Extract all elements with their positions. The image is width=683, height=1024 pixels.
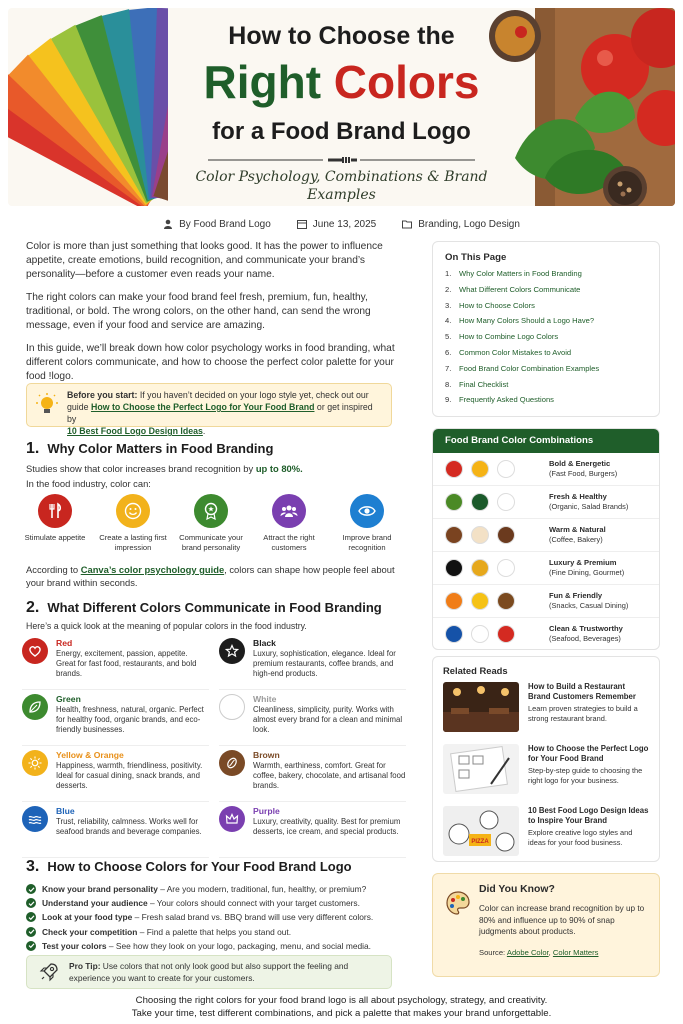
toc-num: 4. bbox=[445, 316, 452, 326]
color-combinations-panel bbox=[432, 428, 660, 650]
color-name: Blue bbox=[56, 806, 75, 816]
step-item bbox=[26, 896, 406, 910]
source-text: , colors can shape how people feel about your brand within seconds. bbox=[26, 564, 395, 588]
combo-row bbox=[433, 519, 659, 552]
post-meta bbox=[0, 216, 683, 232]
combo-sub: (Fast Food, Burgers) bbox=[549, 469, 618, 478]
toc-item[interactable] bbox=[445, 269, 647, 285]
step-text: – See how they look on your logo, packaging, menu, and social media. bbox=[106, 940, 371, 951]
color-meaning-item bbox=[219, 690, 406, 746]
dyk-source bbox=[479, 948, 649, 957]
step-text: – Fresh salad brand vs. BBQ brand will use very different colors. bbox=[132, 912, 374, 923]
section1-source bbox=[26, 563, 406, 589]
color-meaning-item bbox=[219, 802, 406, 858]
section3-number: 3. bbox=[26, 858, 40, 875]
color-name: White bbox=[253, 694, 277, 704]
crown-icon bbox=[219, 806, 245, 832]
canva-guide-link[interactable]: Canva’s color psychology guide bbox=[80, 564, 225, 575]
combo-name: Clean & Trustworthy bbox=[549, 624, 623, 633]
date-meta bbox=[297, 216, 376, 232]
callout-text: or get inspired by bbox=[67, 402, 373, 424]
closing-line: Take your time, test different combinations, and pick a palette that makes your brand unforgettable. bbox=[131, 1008, 552, 1019]
source-text: According to bbox=[26, 564, 81, 575]
combo-name: Bold & Energetic bbox=[549, 459, 611, 468]
hero-title-right: Right bbox=[203, 56, 322, 108]
color-name: Black bbox=[253, 638, 276, 648]
related-item[interactable] bbox=[443, 744, 649, 806]
section1-title: Why Color Matters in Food Branding bbox=[47, 441, 274, 456]
combo-sub: (Organic, Salad Brands) bbox=[549, 502, 629, 511]
closing-line: Choosing the right colors for your food brand logo is all about psychology, strategy, and creativity. bbox=[135, 995, 548, 1006]
toc-num: 9. bbox=[445, 395, 452, 405]
dyk-title: Did You Know? bbox=[479, 884, 555, 895]
check-icon bbox=[26, 941, 36, 951]
combo-text bbox=[549, 591, 628, 611]
color-name: Green bbox=[56, 694, 81, 704]
related-reads bbox=[432, 656, 660, 862]
color-swatch bbox=[471, 526, 489, 544]
hero-subtitle: Color Psychology, Combinations & Brand Examples bbox=[195, 169, 488, 203]
heart-icon bbox=[22, 638, 48, 664]
eye-icon bbox=[350, 494, 384, 528]
benefit-item bbox=[172, 494, 250, 553]
related-item-title[interactable]: How to Choose the Perfect Logo for Your Food Brand bbox=[528, 744, 649, 763]
related-item[interactable] bbox=[443, 682, 649, 744]
combo-name: Fun & Friendly bbox=[549, 591, 603, 600]
check-icon bbox=[26, 927, 36, 937]
section1-lead: In the food industry, color can: bbox=[26, 478, 151, 489]
combo-row bbox=[433, 618, 659, 650]
step-item bbox=[26, 925, 406, 939]
color-desc: Cleanliness, simplicity, purity. Works with almost every brand for a clean and minimal look. bbox=[253, 705, 403, 734]
color-desc: Luxury, sophistication, elegance. Ideal for premium restaurants, coffee brands, and high-end products. bbox=[253, 649, 396, 678]
step-title: Know your brand personality bbox=[42, 884, 158, 895]
color-meaning-item bbox=[219, 634, 406, 690]
logo-sketch-thumbnail-image[interactable] bbox=[443, 744, 519, 794]
step-text: – Find a palette that helps you stand out. bbox=[137, 926, 292, 937]
toc-num: 2. bbox=[445, 284, 452, 294]
section2-heading bbox=[26, 599, 382, 617]
benefit-label: Improve brand recognition bbox=[342, 533, 392, 552]
author-meta bbox=[163, 216, 271, 232]
toc-item[interactable] bbox=[445, 285, 647, 301]
combo-swatches bbox=[445, 592, 549, 610]
combo-row bbox=[433, 453, 659, 486]
color-swatch bbox=[497, 460, 515, 478]
intro-text bbox=[26, 240, 406, 393]
color-desc: Luxury, creativity, quality. Best for premium desserts, ice cream, and special products. bbox=[253, 817, 401, 836]
color-meaning-item bbox=[22, 690, 209, 746]
source-sep: , bbox=[548, 947, 553, 957]
color-swatch bbox=[471, 493, 489, 511]
category-meta bbox=[402, 216, 520, 232]
benefit-item bbox=[250, 494, 328, 553]
color-swatch bbox=[445, 526, 463, 544]
color-swatch bbox=[471, 592, 489, 610]
tomatoes-basil-image bbox=[475, 8, 675, 206]
toc-link[interactable]: Final Checklist bbox=[459, 379, 509, 389]
section3-title: How to Choose Colors for Your Food Brand Logo bbox=[47, 859, 352, 874]
hero-title-line3: for a Food Brand Logo bbox=[212, 118, 471, 145]
benefit-label: Create a lasting first impression bbox=[99, 533, 167, 552]
combo-text bbox=[549, 459, 617, 479]
logo-ideas-link[interactable]: 10 Best Food Logo Design Ideas bbox=[67, 426, 203, 436]
color-swatch bbox=[497, 592, 515, 610]
toc-link[interactable]: Food Brand Color Combination Examples bbox=[459, 363, 600, 373]
color-desc: Warmth, earthiness, comfort. Great for coffee, bakery, chocolate, and artisanal food brands. bbox=[253, 761, 406, 790]
combo-text bbox=[549, 492, 628, 512]
star-icon bbox=[219, 638, 245, 664]
toc-link[interactable]: What Different Colors Communicate bbox=[459, 284, 581, 294]
color-benefits-row bbox=[16, 494, 406, 553]
color-swatch bbox=[445, 559, 463, 577]
step-title: Test your colors bbox=[42, 940, 107, 951]
waves-icon bbox=[22, 806, 48, 832]
steps-list bbox=[26, 882, 406, 953]
hero-title-line1: How to Choose the bbox=[228, 22, 455, 50]
step-text: – Are you modern, traditional, fun, healthy, or premium? bbox=[157, 884, 367, 895]
callout-lead: Before you start: bbox=[67, 390, 138, 400]
benefit-label: Communicate your brand personality bbox=[179, 533, 243, 552]
step-title: Understand your audience bbox=[42, 898, 148, 909]
check-icon bbox=[26, 912, 36, 922]
did-you-know-box bbox=[432, 873, 660, 977]
step-item bbox=[26, 882, 406, 896]
color-swatch bbox=[471, 559, 489, 577]
color-meaning-item bbox=[22, 802, 209, 858]
section1-stat bbox=[26, 462, 406, 475]
toc-num: 6. bbox=[445, 347, 452, 357]
toc-link[interactable]: How to Choose Colors bbox=[459, 300, 535, 310]
lightbulb-icon bbox=[36, 393, 58, 417]
author-text[interactable]: By Food Brand Logo bbox=[179, 218, 271, 230]
rocket-icon bbox=[39, 962, 59, 982]
combo-swatches bbox=[445, 493, 549, 511]
hero-title-colors: Colors bbox=[333, 56, 480, 108]
toc-num: 1. bbox=[445, 269, 452, 278]
color-swatch bbox=[445, 592, 463, 610]
related-item-desc: Step-by-step guide to choosing the right logo for your business. bbox=[528, 766, 643, 785]
benefit-label: Stimulate appetite bbox=[24, 533, 86, 542]
color-desc: Trust, reliability, calmness. Works well for seafood brands and beverage companies. bbox=[56, 817, 202, 836]
combo-row bbox=[433, 486, 659, 519]
color-swatch bbox=[497, 493, 515, 511]
toc-num: 8. bbox=[445, 379, 452, 389]
color-desc: Energy, excitement, passion, appetite. Great for fast food, restaurants, and bold brands. bbox=[56, 649, 197, 678]
color-name: Yellow & Orange bbox=[56, 750, 124, 760]
leaf-icon bbox=[22, 694, 48, 720]
color-matters-link[interactable]: Color Matters bbox=[552, 947, 599, 957]
benefit-item bbox=[16, 494, 94, 553]
stat-text: Studies show that color increases brand recognition by bbox=[26, 463, 256, 474]
palette-icon bbox=[445, 890, 471, 916]
combo-rows bbox=[433, 453, 659, 650]
combo-sub: (Fine Dining, Gourmet) bbox=[549, 568, 625, 577]
user-icon bbox=[163, 219, 173, 229]
color-swatch bbox=[497, 526, 515, 544]
section2-title: What Different Colors Communicate in Food Branding bbox=[47, 600, 382, 615]
pizza-logo-text: PIZZA bbox=[471, 839, 489, 845]
related-item-title[interactable]: 10 Best Food Logo Design Ideas to Inspire Your Brand bbox=[528, 806, 649, 825]
intro-paragraph: The right colors can make your food brand feel fresh, premium, fun, healthy, traditional, or bold. The wrong colors, on the other hand, can send the wrong message, even if your food and service are amazing. bbox=[26, 292, 371, 331]
related-item[interactable] bbox=[443, 806, 649, 868]
check-icon bbox=[26, 884, 36, 894]
toc-item[interactable] bbox=[445, 395, 647, 411]
combo-name: Luxury & Premium bbox=[549, 558, 617, 567]
toc-item[interactable] bbox=[445, 301, 647, 317]
restaurant-thumbnail-image[interactable] bbox=[443, 682, 519, 732]
toc-num: 7. bbox=[445, 363, 452, 373]
combo-text bbox=[549, 624, 623, 644]
toc-link[interactable]: Common Color Mistakes to Avoid bbox=[459, 347, 572, 357]
calendar-icon bbox=[297, 219, 307, 229]
bean-icon bbox=[219, 750, 245, 776]
adobe-color-link[interactable]: Adobe Color bbox=[506, 947, 549, 957]
step-title: Look at your food type bbox=[42, 912, 133, 923]
section3-heading bbox=[26, 858, 352, 876]
hero-banner bbox=[8, 8, 675, 206]
color-meaning-item bbox=[219, 746, 406, 802]
sun-icon bbox=[22, 750, 48, 776]
date-text: June 13, 2025 bbox=[312, 218, 377, 230]
source-label: Source: bbox=[479, 947, 507, 957]
toc-num: 5. bbox=[445, 332, 452, 342]
toc-item[interactable] bbox=[445, 364, 647, 380]
intro-paragraph: Color is more than just something that looks good. It has the power to influence appetite, create emotions, build recognition, and communicate your brand’s personality—before a customer even reads your name. bbox=[26, 241, 383, 280]
stat-highlight: up to 80%. bbox=[255, 463, 303, 474]
benefit-item bbox=[94, 494, 172, 553]
closing-text bbox=[0, 994, 683, 1020]
color-swatch bbox=[497, 625, 515, 643]
related-item-desc: Explore creative logo styles and ideas for your food business. bbox=[528, 828, 633, 847]
combo-name: Warm & Natural bbox=[549, 525, 606, 534]
toc-link[interactable]: Frequently Asked Questions bbox=[459, 395, 554, 405]
circle-icon bbox=[219, 694, 245, 720]
benefit-item bbox=[328, 494, 406, 553]
fork-knife-icon bbox=[38, 494, 72, 528]
related-title: Related Reads bbox=[443, 665, 508, 676]
callout-text: If you haven’t decided on your logo style yet, check out our guide bbox=[67, 390, 369, 412]
color-swatch bbox=[445, 625, 463, 643]
hero-title-line2 bbox=[158, 54, 525, 110]
color-meaning-item bbox=[22, 746, 209, 802]
related-item-desc: Learn proven strategies to build a strong restaurant brand. bbox=[528, 704, 638, 723]
color-swatch bbox=[497, 559, 515, 577]
color-name: Purple bbox=[253, 806, 280, 816]
combo-text bbox=[549, 525, 606, 545]
smile-icon bbox=[116, 494, 150, 528]
section1-heading bbox=[26, 440, 273, 458]
combo-swatches bbox=[445, 460, 549, 478]
folder-icon bbox=[402, 219, 412, 229]
pro-tip-lead: Pro Tip: bbox=[69, 961, 101, 971]
color-meaning-item bbox=[22, 634, 209, 690]
step-text: – Your colors should connect with your target customers. bbox=[147, 898, 360, 909]
color-meanings-grid bbox=[22, 634, 406, 858]
dyk-body: Color can increase brand recognition by up to 80% and influence up to 90% of snap judgments about products. bbox=[479, 904, 645, 936]
toc-title: On This Page bbox=[445, 252, 507, 263]
toc-link[interactable]: Why Color Matters in Food Branding bbox=[459, 269, 582, 278]
step-item bbox=[26, 939, 406, 953]
pro-tip-callout bbox=[26, 955, 392, 989]
step-item bbox=[26, 910, 406, 924]
color-desc: Health, freshness, natural, organic. Perfect for healthy food, organic brands, and eco-friendly businesses. bbox=[56, 705, 204, 734]
toc-item[interactable] bbox=[445, 380, 647, 396]
category-text[interactable]: Branding, Logo Design bbox=[418, 218, 520, 230]
toc-item[interactable] bbox=[445, 316, 647, 332]
combos-title: Food Brand Color Combinations bbox=[433, 429, 659, 453]
logo-badges-thumbnail-image[interactable] bbox=[443, 806, 519, 856]
logo-guide-link[interactable]: How to Choose the Perfect Logo for Your Food Brand bbox=[90, 402, 315, 412]
badge-icon bbox=[194, 494, 228, 528]
combo-swatches bbox=[445, 625, 549, 643]
section2-number: 2. bbox=[26, 599, 40, 616]
combo-sub: (Seafood, Beverages) bbox=[549, 634, 621, 643]
pro-tip-text: Use colors that not only look good but also support the feeling and experience you want to create for your customers. bbox=[69, 961, 349, 983]
color-name: Brown bbox=[253, 750, 280, 760]
combo-sub: (Coffee, Bakery) bbox=[549, 535, 603, 544]
callout-end: . bbox=[202, 426, 206, 436]
people-icon bbox=[272, 494, 306, 528]
fork-knife-divider-icon bbox=[208, 156, 475, 164]
color-name: Red bbox=[56, 638, 73, 648]
color-swatch bbox=[471, 460, 489, 478]
toc-link[interactable]: How Many Colors Should a Logo Have? bbox=[459, 316, 595, 326]
combo-sub: (Snacks, Casual Dining) bbox=[549, 601, 629, 610]
color-desc: Happiness, warmth, friendliness, positivity. Ideal for casual dining, snack brands, and desserts. bbox=[56, 761, 203, 790]
combo-text bbox=[549, 558, 624, 578]
intro-paragraph: In this guide, we’ll break down how color psychology works in food branding, what different colors communicate, and how to choose the perfect color palette for your food !logo. bbox=[26, 343, 395, 382]
combo-row bbox=[433, 585, 659, 618]
related-item-title[interactable]: How to Build a Restaurant Brand Customers Remember bbox=[528, 682, 636, 701]
color-swatch bbox=[445, 493, 463, 511]
check-icon bbox=[26, 898, 36, 908]
benefit-label: Attract the right customers bbox=[263, 533, 315, 552]
table-of-contents bbox=[432, 241, 660, 417]
color-swatch-fan-image bbox=[8, 8, 168, 206]
toc-num: 3. bbox=[445, 300, 452, 310]
section1-number: 1. bbox=[26, 440, 40, 457]
combo-swatches bbox=[445, 526, 549, 544]
before-you-start-callout bbox=[26, 383, 392, 436]
combo-swatches bbox=[445, 559, 549, 577]
step-title: Check your competition bbox=[42, 926, 138, 937]
color-swatch bbox=[445, 460, 463, 478]
section2-intro: Here’s a quick look at the meaning of popular colors in the food industry. bbox=[26, 621, 307, 631]
toc-item[interactable] bbox=[445, 332, 647, 348]
color-swatch bbox=[471, 625, 489, 643]
combo-row bbox=[433, 552, 659, 585]
toc-link[interactable]: How to Combine Logo Colors bbox=[459, 332, 559, 342]
combo-name: Fresh & Healthy bbox=[549, 492, 607, 501]
toc-item[interactable] bbox=[445, 348, 647, 364]
